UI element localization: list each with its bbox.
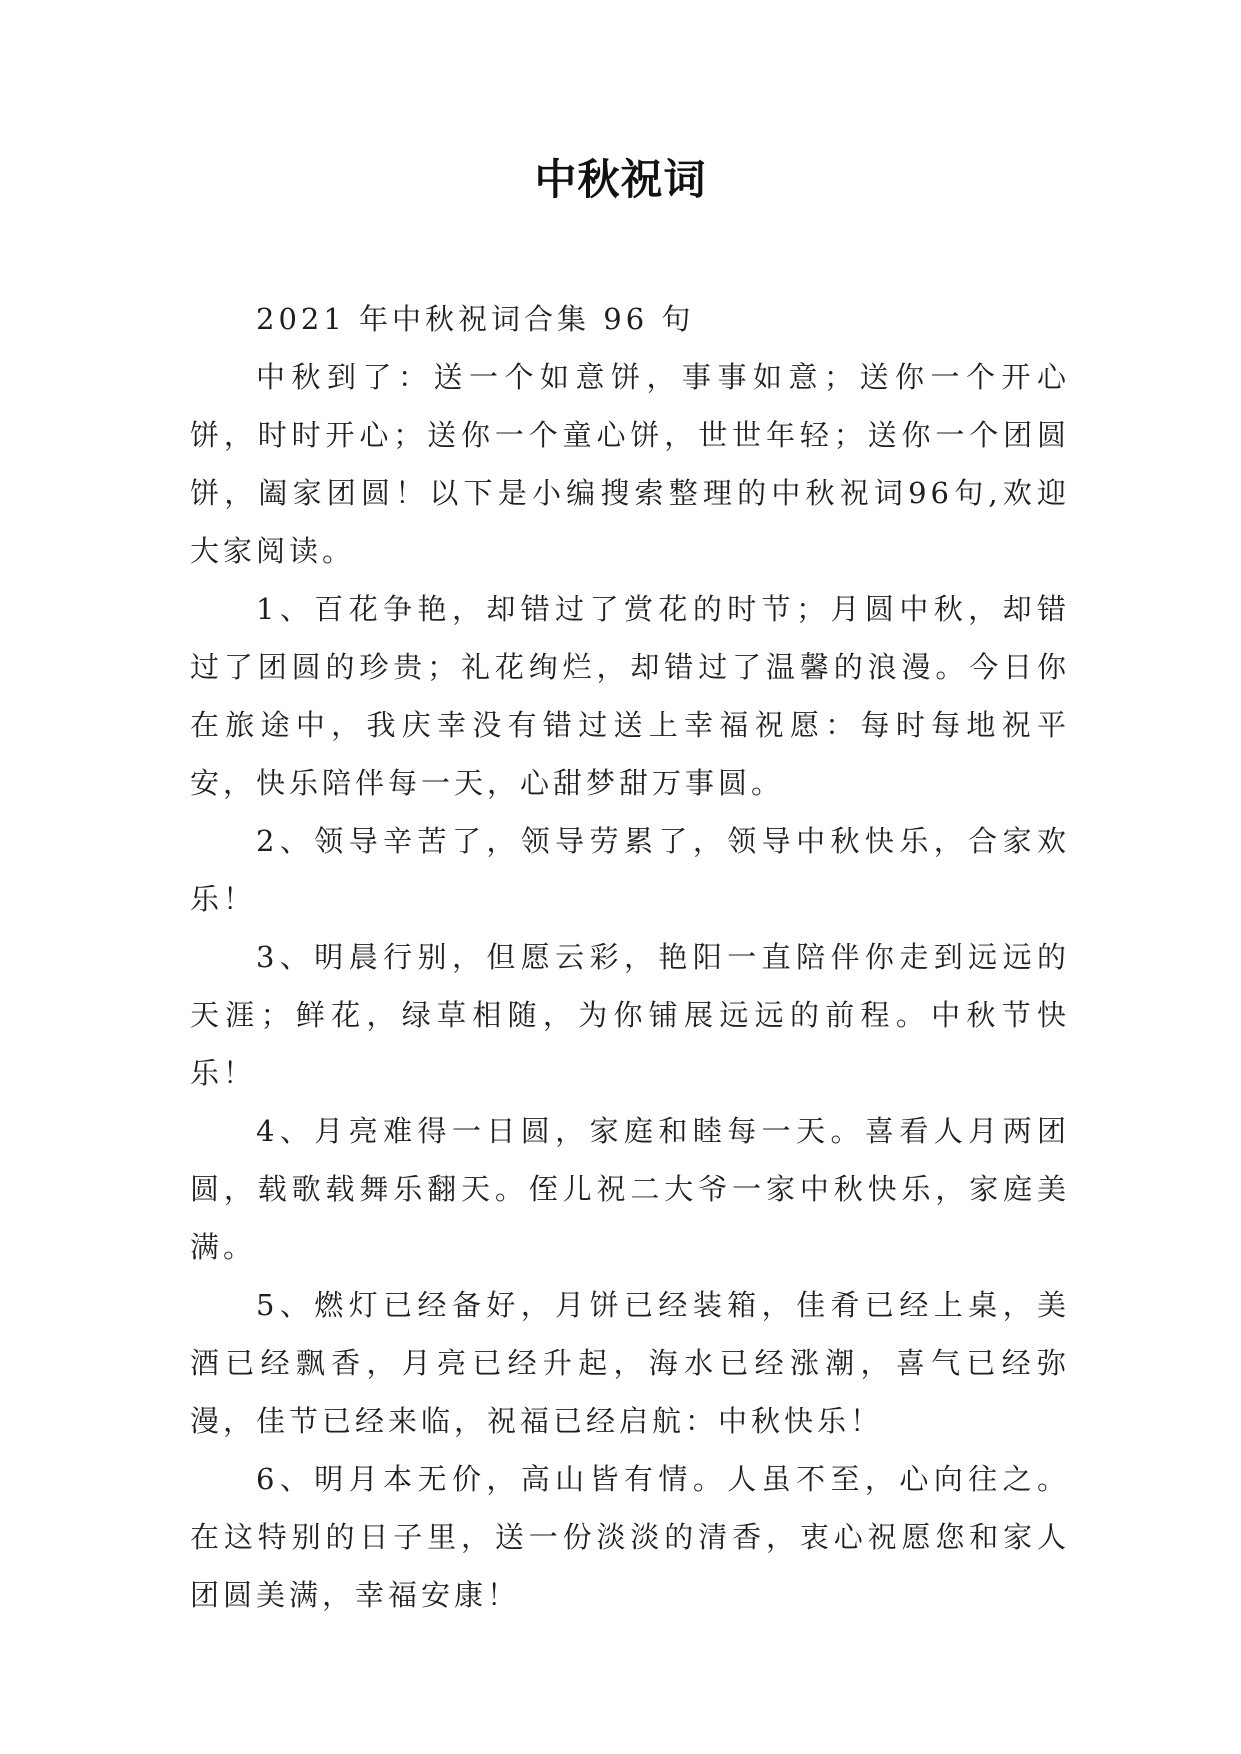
subtitle-paragraph: 2021 年中秋祝词合集 96 句 bbox=[256, 302, 695, 336]
greeting-paragraph-3: 3、明晨行别，但愿云彩，艳阳一直陪伴你走到远远的天涯；鲜花，绿草相随，为你铺展远远的前程。中秋节快乐！ bbox=[190, 940, 1070, 1090]
document-body bbox=[190, 290, 1070, 1624]
greeting-paragraph-6: 6、明月本无价，高山皆有情。人虽不至，心向往之。在这特别的日子里，送一份淡淡的清香，衷心祝愿您和家人团圆美满，幸福安康！ bbox=[190, 1462, 1070, 1612]
intro-paragraph: 中秋到了：送一个如意饼，事事如意；送你一个开心饼，时时开心；送你一个童心饼，世世年轻；送你一个团圆饼，阖家团圆！以下是小编搜索整理的中秋祝词96句,欢迎大家阅读。 bbox=[190, 360, 1070, 568]
document-title: 中秋祝词 bbox=[534, 155, 707, 204]
greeting-paragraph-2: 2、领导辛苦了，领导劳累了，领导中秋快乐，合家欢乐！ bbox=[190, 824, 1070, 916]
greeting-paragraph-1: 1、百花争艳，却错过了赏花的时节；月圆中秋，却错过了团圆的珍贵；礼花绚烂，却错过了温馨的浪漫。今日你在旅途中，我庆幸没有错过送上幸福祝愿：每时每地祝平安，快乐陪伴每一天，心甜梦甜万事圆。 bbox=[190, 592, 1070, 800]
greeting-paragraph-4: 4、月亮难得一日圆，家庭和睦每一天。喜看人月两团圆，载歌载舞乐翻天。侄儿祝二大爷一家中秋快乐，家庭美满。 bbox=[190, 1114, 1070, 1264]
greeting-paragraph-5: 5、燃灯已经备好，月饼已经装箱，佳肴已经上桌，美酒已经飘香，月亮已经升起，海水已经涨潮，喜气已经弥漫，佳节已经来临，祝福已经启航：中秋快乐！ bbox=[190, 1288, 1070, 1438]
